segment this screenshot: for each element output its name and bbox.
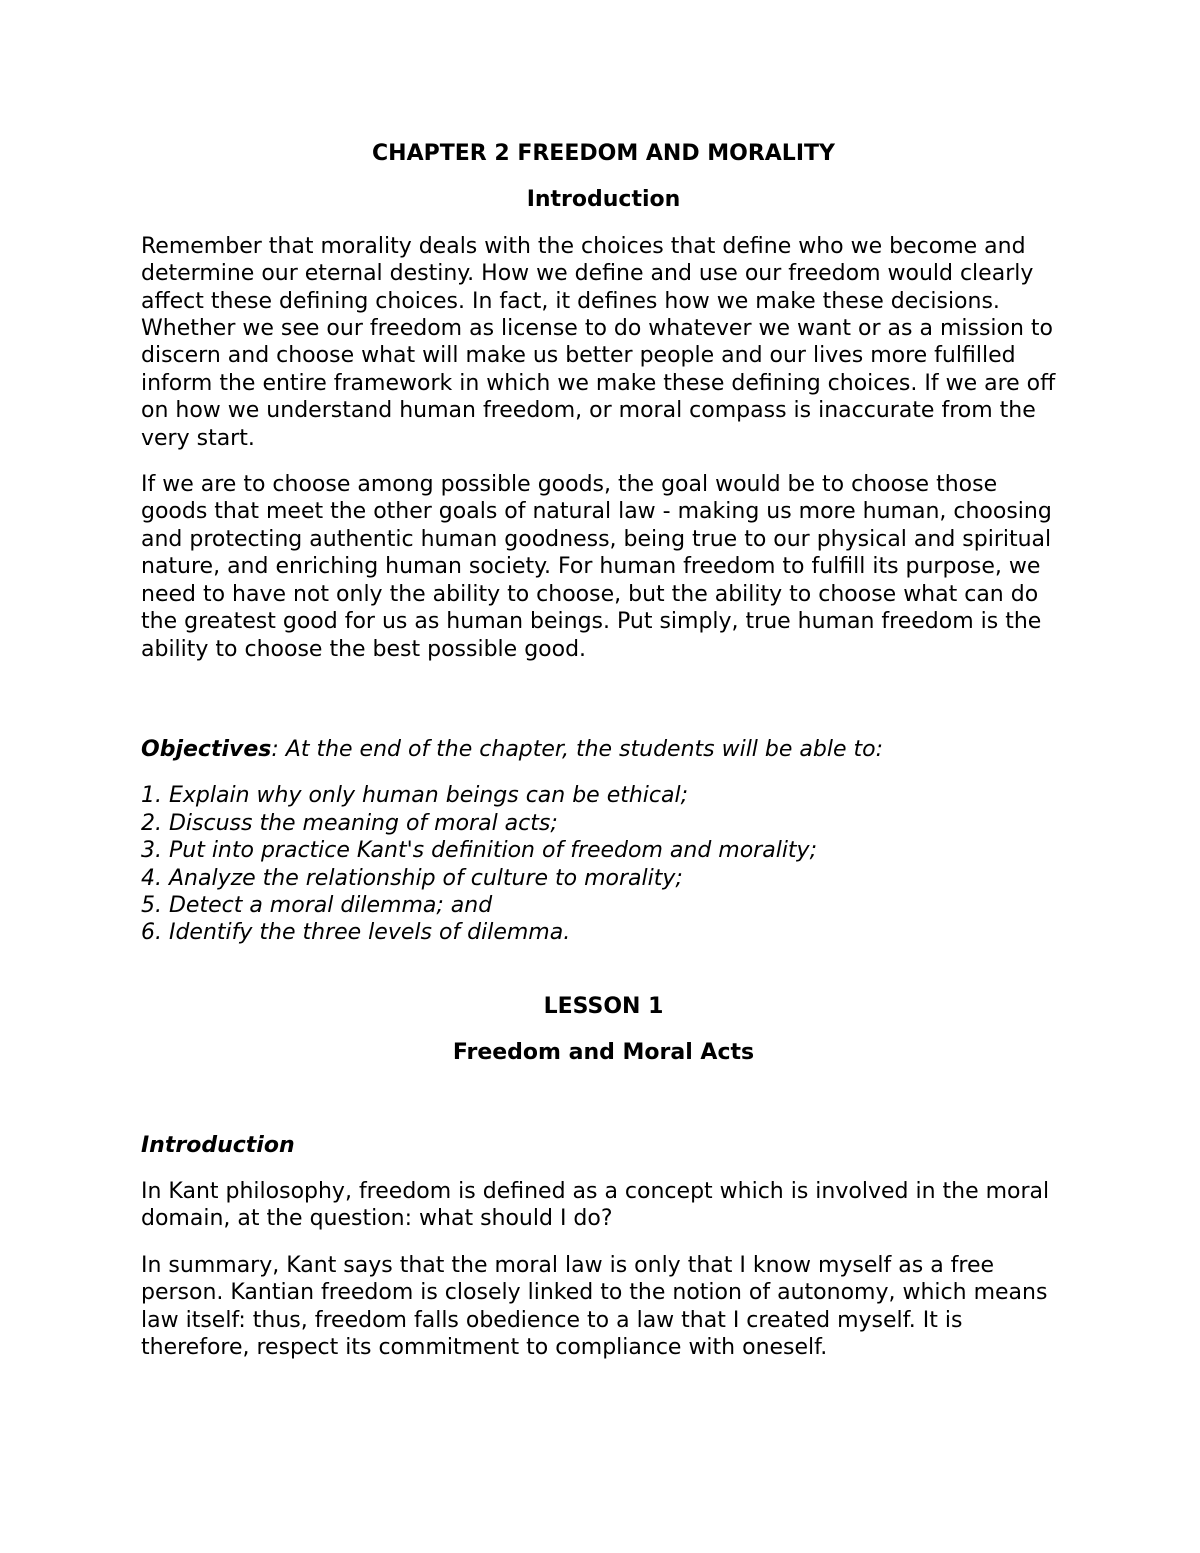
lesson-paragraph-1: In Kant philosophy, freedom is defined as a concept which is involved in the moral domain, at the question: what should I do? <box>141 1178 1050 1232</box>
objective-item: 1. Explain why only human beings can be ethical; <box>141 783 689 809</box>
document-page <box>141 140 1066 1361</box>
lesson-intro-heading: Introduction <box>141 1132 295 1158</box>
objective-item: 4. Analyze the relationship of culture to morality; <box>141 865 683 891</box>
intro-paragraph-2: If we are to choose among possible goods, the goal would be to choose those goods that meet the other goals of natural law - making us more human, choosing and protecting authentic human goodness, being true to our physical and spiritual nature, and enriching human society. For human freedom to fulfill its purpose, we need to have not only the ability to choose, but the ability to choose what can do the greatest good for us as human beings. Put simply, true human freedom is the ability to choose the best possible good. <box>141 472 1052 662</box>
lesson-paragraph-2: In summary, Kant says that the moral law is only that I know myself as a free person. Kantian freedom is closely linked to the notion of autonomy, which means law itself: thus, freedom falls obedience to a law that I created myself. It is therefore, respect its commitment to compliance with oneself. <box>141 1252 1048 1360</box>
objectives-line <box>141 736 1066 763</box>
objective-item: 6. Identify the three levels of dilemma. <box>141 920 571 946</box>
lesson-number: LESSON 1 <box>543 993 664 1019</box>
objectives-list <box>141 782 1066 946</box>
objective-item: 5. Detect a moral dilemma; and <box>141 892 493 918</box>
objective-item: 3. Put into practice Kant's definition of freedom and morality; <box>141 838 817 864</box>
intro-heading: Introduction <box>526 187 681 213</box>
objective-item: 2. Discuss the meaning of moral acts; <box>141 810 558 836</box>
objectives-label: Objectives <box>141 736 272 762</box>
intro-paragraph-1: Remember that morality deals with the choices that define who we become and determine our eternal destiny. How we define and use our freedom would clearly affect these defining choices. In fact, it defines how we make these decisions. Whether we see our freedom as license to do whatever we want or as a mission to discern and choose what will make us better people and our lives more fulfilled inform the entire framework in which we make these defining choices. If we are off on how we understand human freedom, or moral compass is inaccurate from the very start. <box>141 233 1056 451</box>
lesson-title: Freedom and Moral Acts <box>452 1040 755 1066</box>
chapter-title: CHAPTER 2 FREEDOM AND MORALITY <box>372 141 835 166</box>
objectives-intro: : At the end of the chapter, the students will be able to: <box>271 736 883 762</box>
